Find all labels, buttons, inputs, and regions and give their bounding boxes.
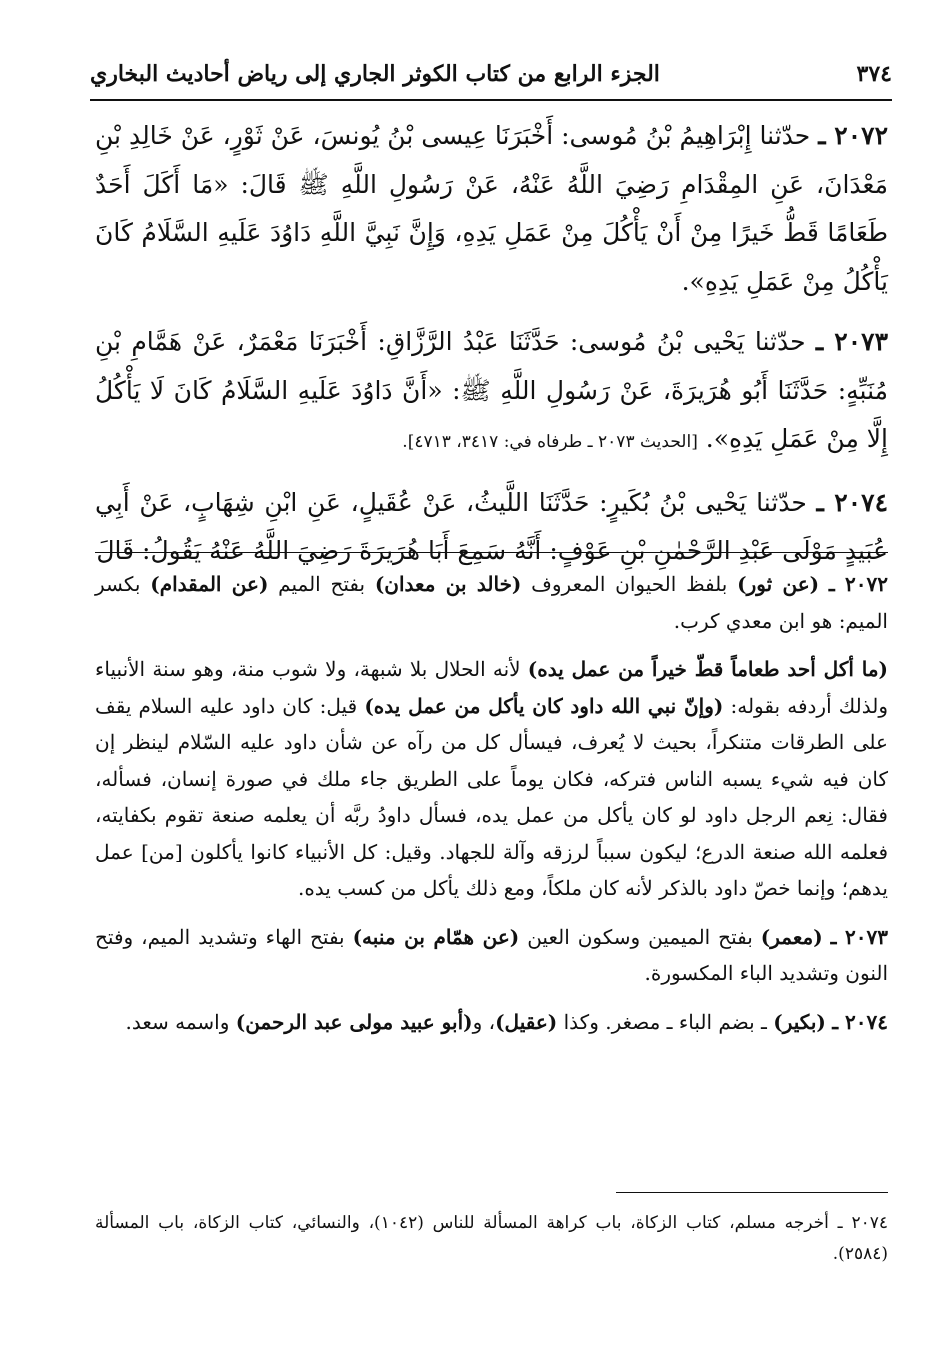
note-text: لأنه الحلال بلا شبهة، ولا شوب منة، وهو سنة الأنبياء ولذلك أردفه بقوله: <box>95 657 889 718</box>
page-header <box>90 52 892 96</box>
note-term: (وإنّ نبي الله داود كان يأكل من عمل يده) <box>364 693 724 718</box>
hadith-body: حدّثنا يَحْيى بْنُ بُكَيرٍ: حَدَّثَنَا اللَّيثُ، عَنْ عُقَيلٍ، عَنِ ابْنِ شِهَابٍ، عَنْ أَبِي عُبَيدٍ مَوْلَى عَبْدِ الرَّحْمٰنِ بْنِ عَوْفٍ: أَنَّهُ سَمِعَ أَبَا هُرَيرَةَ رَضِيَ اللَّهُ عَنْهُ يَقُولُ: قَالَ <box>95 487 888 565</box>
hadith-2074 <box>95 479 888 576</box>
hadith-number: ٢٠٧٣ ـ <box>815 327 889 356</box>
note-term: (أبو عبيد مولى عبد الرحمن) <box>235 1009 473 1034</box>
note-term: (بكير) <box>773 1009 826 1034</box>
note-text: ـ بضم الباء ـ مصغر. وكذا <box>557 1009 774 1034</box>
running-title: الجزء الرابع من كتاب الكوثر الجاري إلى رياض أحاديث البخاري <box>90 61 660 87</box>
hadith-text <box>95 112 888 588</box>
note-text: بكسر الميم: هو ابن معدي كرب. <box>95 572 888 633</box>
note-text: بفتح الميم <box>268 572 375 596</box>
hadith-number: ٢٠٧٢ ـ <box>818 121 889 150</box>
footnote-rule <box>616 1192 888 1193</box>
commentary <box>95 566 888 1052</box>
note-number: ٢٠٧٤ ـ <box>832 1009 888 1034</box>
note-term: (خالد بن معدان) <box>374 572 522 596</box>
note-number: ٢٠٧٣ ـ <box>830 924 889 949</box>
note-term: (عن المقدام) <box>150 572 269 596</box>
note-text: بفتح الميمين وسكون العين <box>519 924 761 949</box>
note-term: (معمر) <box>760 924 823 949</box>
note-term: (عن ثور) <box>737 572 820 596</box>
hadith-body: حدّثنا يَحْيى بْنُ مُوسى: حَدَّثَنَا عَبْدُ الرَّزَّاقِ: أَخْبَرَنَا مَعْمَرٌ، عَنْ هَمَّامِ بْنِ مُنَبِّهٍ: حَدَّثَنَا أَبُو هُرَيرَةَ، عَنْ رَسُولِ اللَّهِ ﷺ: «أَنَّ دَاوُدَ عَلَيهِ السَّلَامُ كَانَ لَا يَأْكُلُ إِلَّا مِنْ عَمَلِ يَدِهِ». <box>95 327 888 453</box>
note-text: بفتح الهاء وتشديد الميم، وفتح النون وتشديد الباء المكسورة. <box>95 924 888 985</box>
page-number: ٣٧٤ <box>856 61 892 87</box>
footnote <box>95 1208 888 1270</box>
commentary-2074 <box>95 1004 888 1041</box>
note-term: (ما أكل أحد طعاماً قطّ خيراً من عمل يده) <box>527 657 888 681</box>
commentary-2072 <box>95 566 888 639</box>
hadith-reference: [الحديث ٢٠٧٣ ـ طرفاه في: ٣٤١٧، ٤٧١٣]. <box>402 432 698 452</box>
text-divider <box>95 552 888 553</box>
note-text: واسمه سعد. <box>125 1009 236 1034</box>
note-text: ، و <box>472 1009 496 1034</box>
commentary-2073 <box>95 919 888 992</box>
note-text: بلفظ الحيوان المعروف <box>521 572 738 596</box>
note-term: (عقيل) <box>495 1009 558 1034</box>
note-number: ٢٠٧٢ ـ <box>828 572 889 596</box>
hadith-2072 <box>95 112 888 306</box>
footnote-text: ٢٠٧٤ ـ أخرجه مسلم، كتاب الزكاة، باب كراهة المسألة للناس (١٠٤٢)، والنسائي، كتاب الزكاة، باب المسألة (٢٥٨٤). <box>95 1213 888 1264</box>
header-rule <box>90 99 892 101</box>
hadith-number: ٢٠٧٤ ـ <box>816 487 888 517</box>
commentary-akal <box>95 651 888 907</box>
note-text: قيل: كان داود عليه السلام يقف على الطرقات متنكراً، بحيث لا يُعرف، فيسأل كل من رآه عن شأن داود عليه السّلام لينظر إن كان فيه شيء يسبه الناس فتركه، فكان يوماً على الطريق جاء ملك في صورة إنسان، فسأله، فقال: نِعم الرجل داود لو كان يأكل من عمل يده، فسأل داودُ ربَّه أن يعلمه صنعة تقوم بكفايته، فعلمه الله صنعة الدرع؛ ليكون سبباً لرزقه وآلة للجهاد. وقيل: كل الأنبياء كانوا يأكلون [من] عمل يدهم؛ وإنما خصّ داود بالذكر لأنه كان ملكاً، ومع ذلك يأكل من كسب يده. <box>95 693 888 900</box>
hadith-2073 <box>95 318 888 467</box>
note-term: (عن همّام بن منبه) <box>352 924 520 949</box>
hadith-body: حدّثنا إِبْرَاهِيمُ بْنُ مُوسى: أَخْبَرَنَا عِيسى بْنُ يُونسَ، عَنْ ثَوْرٍ، عَنْ خَالِدِ بْنِ مَعْدَانَ، عَنِ المِقْدَامِ رَضِيَ اللَّهُ عَنْهُ، عَنْ رَسُولِ اللَّهِ ﷺ قَالَ: «مَا أَكَلَ أَحَدٌ طَعَامًا قَطُّ خَيرًا مِنْ أَنْ يَأْكُلَ مِنْ عَمَلِ يَدِهِ، وَإِنَّ نَبِيَّ اللَّهِ دَاوُدَ عَلَيهِ السَّلَامُ كَانَ يَأْكُلُ مِنْ عَمَلِ يَدِهِ». <box>95 121 888 296</box>
